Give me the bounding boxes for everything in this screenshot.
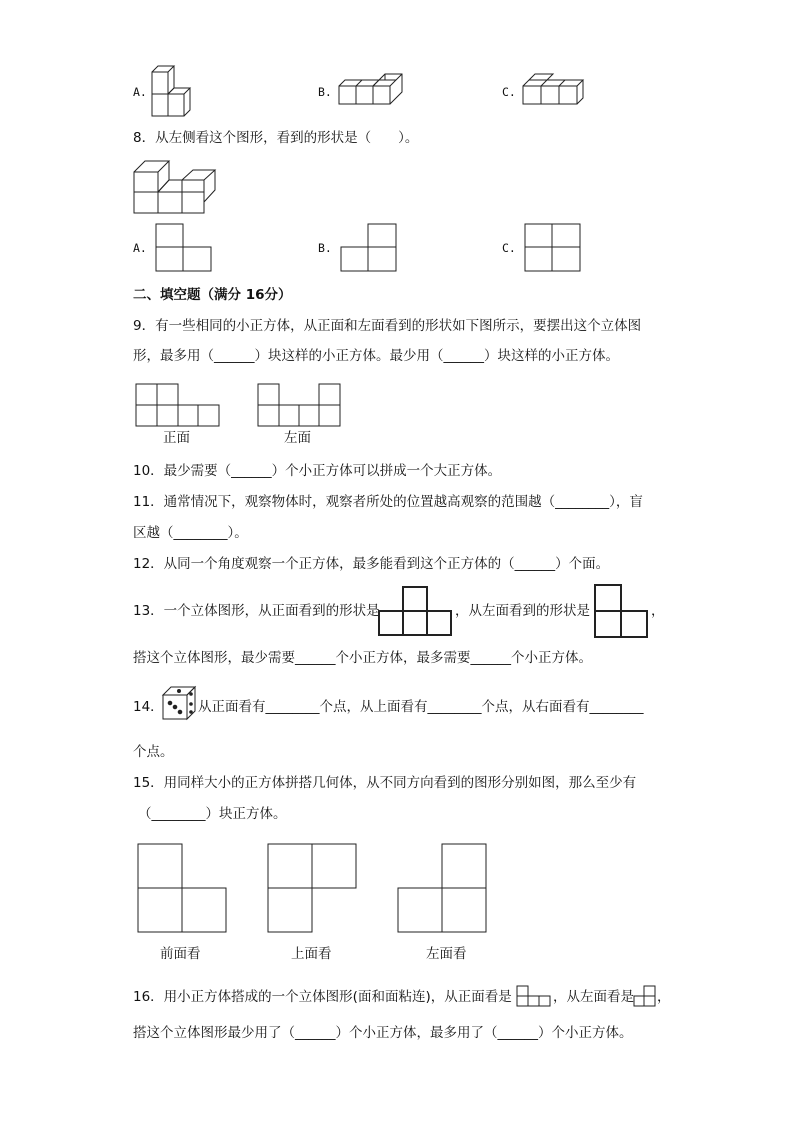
q7-option-c-label[interactable]: C. — [502, 85, 516, 99]
q8-shape-figure — [133, 158, 219, 216]
q8-option-c-figure — [524, 223, 582, 273]
q11-line1: 11．通常情况下，观察物体时，观察者所处的位置越高观察的范围越（________），盲 — [133, 494, 643, 510]
q13-line2: 搭这个立体图形，最少需要______个小正方体，最多需要______个小正方体。 — [133, 650, 592, 666]
q11-line2: 区越（________）。 — [133, 525, 248, 541]
q15-line1: 15．用同样大小的正方体拼搭几何体，从不同方向看到的图形分别如图，那么至少有 — [133, 775, 637, 791]
q15-left-view-figure — [397, 843, 489, 935]
q15-front-view-figure — [137, 843, 229, 935]
q16-line2: 搭这个立体图形最少用了（______）个小正方体，最多用了（______）个小正方体。 — [133, 1025, 633, 1041]
q7-option-a-figure — [150, 62, 200, 120]
q9-front-view-figure — [135, 383, 221, 429]
q9-line2: 形，最多用（______）块这样的小正方体。最少用（______）块这样的小正方体。 — [133, 348, 619, 364]
q14-text: 从正面看有________个点，从上面看有________个点，从右面看有________ — [198, 699, 644, 715]
q10-question: 10．最少需要（______）个小正方体可以拼成一个大正方体。 — [133, 463, 502, 479]
q16-left-view-figure — [633, 985, 657, 1007]
q15-caption-left: 左面看 — [426, 946, 467, 962]
q8-option-c-label[interactable]: C. — [502, 241, 516, 255]
q13-part2: ，从左面看到的形状是 — [455, 603, 590, 619]
q13-front-view-figure — [377, 585, 453, 639]
q14-label: 14． — [133, 699, 164, 715]
q12-question: 12．从同一个角度观察一个正方体，最多能看到这个正方体的（______）个面。 — [133, 556, 610, 572]
q7-option-a-label[interactable]: A. — [133, 85, 147, 99]
q15-top-view-figure — [267, 843, 359, 935]
section-title: 二、填空题（满分 16分） — [133, 287, 292, 303]
q7-option-c-figure — [521, 72, 585, 108]
q15-caption-top: 上面看 — [291, 946, 332, 962]
q16-front-view-figure — [516, 985, 552, 1007]
q13-part3: ， — [651, 603, 665, 619]
q9-caption-left: 左面 — [284, 430, 311, 446]
q13-left-view-figure — [593, 583, 649, 639]
q9-left-view-figure — [257, 383, 343, 429]
q7-option-b-figure — [337, 72, 407, 108]
q14-line2: 个点。 — [133, 744, 174, 760]
q15-caption-front: 前面看 — [160, 946, 201, 962]
q15-line2: （________）块正方体。 — [138, 806, 287, 822]
q7-option-b-label[interactable]: B. — [318, 85, 332, 99]
q8-option-a-figure — [155, 223, 213, 273]
q8-option-a-label[interactable]: A. — [133, 241, 147, 255]
q8-option-b-label[interactable]: B. — [318, 241, 332, 255]
q16-part3: ， — [657, 989, 671, 1005]
q16-part1: 16．用小正方体搭成的一个立体图形(面和面粘连)，从正面看是 — [133, 989, 512, 1005]
q13-part1: 13．一个立体图形，从正面看到的形状是 — [133, 603, 380, 619]
q16-part2: ，从左面看是 — [553, 989, 634, 1005]
q9-caption-front: 正面 — [163, 430, 190, 446]
dice-icon — [160, 684, 198, 722]
q8-question: 8．从左侧看这个图形，看到的形状是（ ）。 — [133, 130, 419, 146]
q8-option-b-figure — [340, 223, 398, 273]
q9-line1: 9．有一些相同的小正方体，从正面和左面看到的形状如下图所示，要摆出这个立体图 — [133, 318, 642, 334]
